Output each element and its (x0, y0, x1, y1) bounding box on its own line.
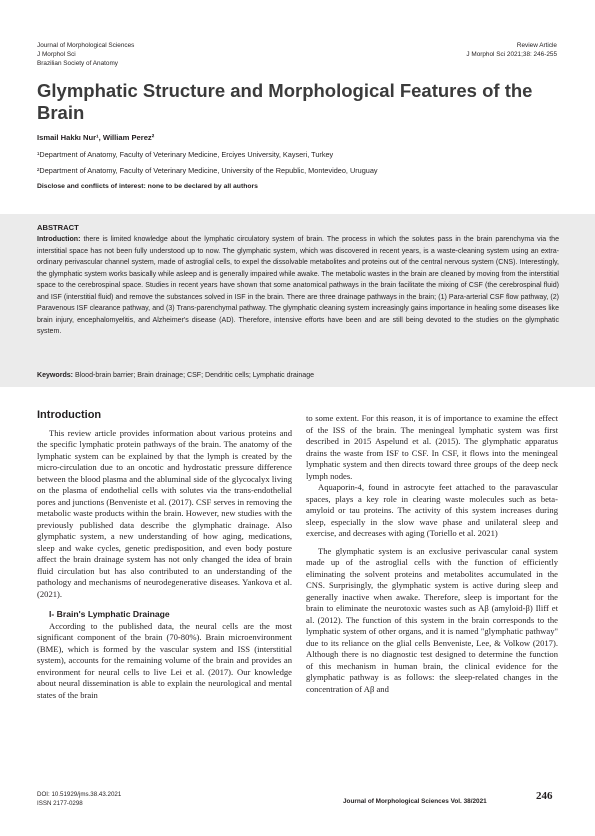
journal-abbrev: J Morphol Sci (37, 51, 76, 58)
article-title: Glymphatic Structure and Morphological Features of the Brain (37, 80, 533, 123)
keywords-label: Keywords: (37, 372, 74, 379)
issn: ISSN 2177-0298 (37, 800, 83, 807)
right-column (306, 413, 558, 695)
abstract-body (37, 234, 559, 338)
abstract-heading: ABSTRACT (37, 223, 79, 232)
keywords-text: Blood-brain barrier; Brain drainage; CSF; Dendritic cells; Lymphatic drainage (73, 372, 315, 379)
left-column (37, 410, 292, 701)
intro-paragraph: This review article provides information about various proteins and the specific lymphatic protein pathways of the brain. The anatomy of the lymphatic system can be explained by that the lymph is created by the micro-circulation due to an oncotic and hydrostatic pressure difference between the blood plasma and the abluminal side of the glycocalyx living on the plasma of endothelial cells with solutes via the trans-endothelial pores and junctions (Benveniste et al. (2017). CSF serves in removing the metabolic waste products within the brain. However, new studies with the previously published data describe the glymphatic drainage. Also glymphatic system, a new understanding of how aging, medications, sleep and wake cycles, genetic predisposition, and even body posture affect the brain drainage system has not only changed the idea of brain fluid circulation but has also contributed to an understanding of the pathology and mechanisms of neurodegenerative diseases. Yankova et al. (2021). (37, 427, 292, 599)
authors: Ismail Hakkı Nur¹, William Perez² (37, 133, 155, 142)
continued-paragraph: to some extent. For this reason, it is of importance to examine the effect of the ISS of the brain. The meningeal lymphatic system was first described in 2015 Aspelund et al. (2015). The glymphatic apparatus drains the waste from ISF to CSF. In CSF, it flows into the meningeal lymphatic system and then directs toward three groups of the deep neck lymph nodes. (306, 413, 558, 481)
subsection-heading: I- Brain's Lymphatic Drainage (49, 609, 170, 619)
journal-name: Journal of Morphological Sciences (37, 42, 135, 49)
footer-ids (37, 790, 121, 808)
article-type: Review Article (516, 42, 557, 49)
lymphatic-drainage-paragraph: According to the published data, the neural cells are the most significant component of the brain (70-80%). Brain microenvironment (BME), which is formed by the vascular system and ISS (interstitial system), accounts for the remaining volume of the brain and provides an environment for neural cells to live Lei et al. (2017). Our knowledge about neural dissemination is able to explain the neurological and mental states of the brain (37, 620, 292, 700)
citation: J Morphol Sci 2021;38: 246-255 (466, 51, 557, 58)
disclosure: Disclose and conflicts of interest: none to be declared by all authors (37, 183, 258, 190)
abstract-intro-label: Introduction: (37, 236, 81, 243)
keywords (37, 372, 559, 379)
introduction-heading: Introduction (37, 409, 102, 421)
glymphatic-paragraph: The glymphatic system is an exclusive perivascular canal system made up of the astroglial cells with the function of efficiently eliminating the solvent proteins and metabolites accumulated in the CNS. Surprisingly, the glymphatic system is active during sleep and generally inactive when awake. Therefore, sleep is important for the brain to eliminate the neurotoxic wastes such as Aβ (amyloid-β) Iliff et al. (2012). The function of this system in the brain corresponds to the lymphatic system of other organs, and it is named "glymphatic pathway" due to its reliance on the glial cells Benveniste, Lee, & Volkow (2017). Although there is no diagnostic test designed to determine the function of this mechanism in human brain, the clinical evidence for the glymphatic pathway is as follows: the sleep-related changes in the concentration of Aβ and (306, 545, 558, 694)
doi: DOI: 10.51929/jms.38.43.2021 (37, 791, 122, 798)
affiliation-2: ²Department of Anatomy, Faculty of Veterinary Medicine, University of the Republic, Montevideo, Uruguay (37, 166, 378, 175)
abstract-box (0, 214, 595, 387)
page-number: 246 (536, 790, 553, 802)
abstract-text: there is limited knowledge about the lymphatic circulatory system of brain. The process in which the solutes pass in the brain parenchyma via the interstitial space has not been fully understood up to now. The glymphatic system, which was discovered in recent years, is a waste-cleaning system using an extra-ordinary perivascular channel system, made of astroglial cells, to expel the dissolvable metabolites and proteins out of the central nervous system (CNS). Interestingly, the glymphatic system works basically while asleep and is generally impaired while awake. The metabolic wastes in the brain are cleaned by moving from the interstitial space to the cerebrospinal space. Studies in recent years have shown that some anatomical pathways in the brain facilitate the mixing of CSF (the cerebrospinal fluid) and ISF (interstitial fluid) and remove the substances solved in ISF in the brain. There are three drainage pathways in the brain; (1) Para-arterial CSF flow pathway, (2) Paravenous ISF clearance pathway, and (3) Trans-parenchymal pathway. The glymphatic cleaning system increasingly gains importance in healing some diseases like brain injury, encephalomyelitis, and Alzheimer's disease (AD). Therefore, intensive efforts have been and are still being devoted to the studies on the glymphatic system. (37, 236, 559, 336)
journal-header-left (37, 41, 134, 68)
journal-header-right (466, 41, 557, 59)
aquaporin-paragraph: Aquaporin-4, found in astrocyte feet attached to the paravascular spaces, plays a key role in clearing waste molecules such as beta-amyloid or tau proteins. The activity of this system increases during sleep, especially in the slow wave phase and unilateral sleep and exercise, and decreases with aging (Toriello et al. 2021) (306, 482, 558, 538)
society-name: Brazilian Society of Anatomy (37, 60, 118, 67)
affiliation-1: ¹Department of Anatomy, Faculty of Veterinary Medicine, Erciyes University, Kayseri, Turkey (37, 150, 334, 159)
footer-journal: Journal of Morphological Sciences Vol. 38/2021 (343, 798, 487, 805)
